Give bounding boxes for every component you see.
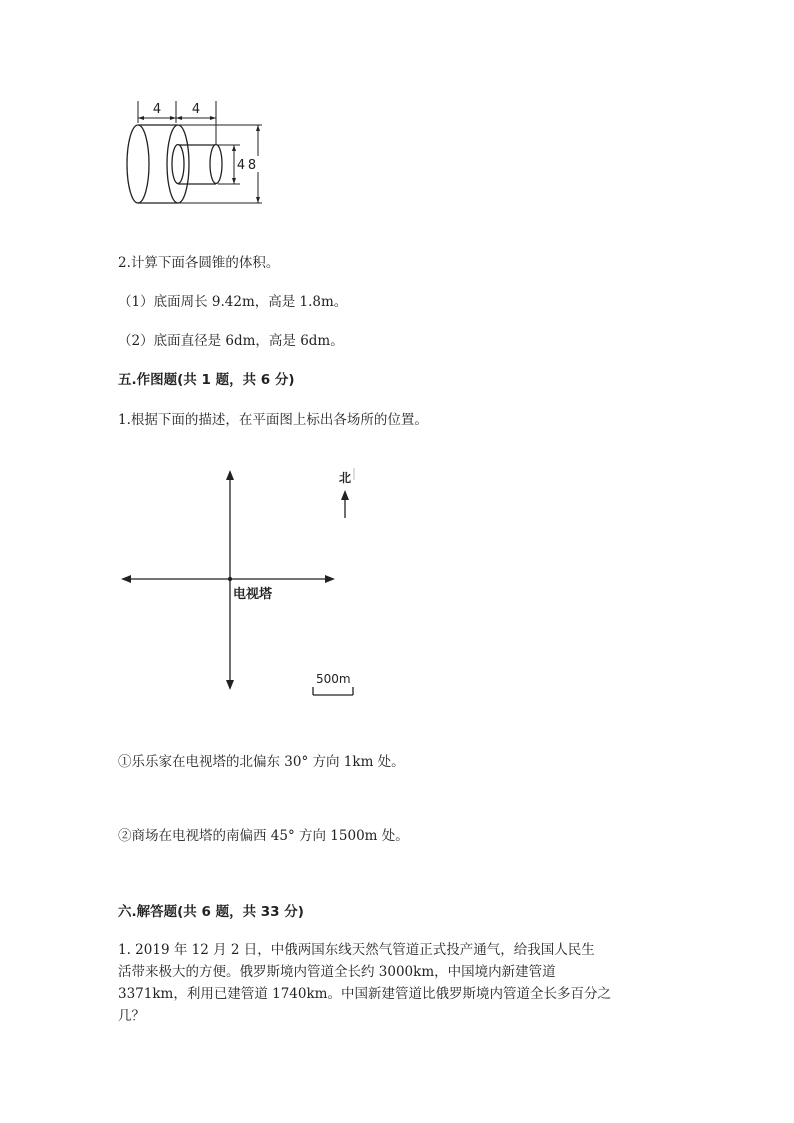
section6-q1	[118, 939, 678, 1027]
section5-heading: 五.作图题(共 1 题，共 6 分)	[118, 372, 295, 388]
section6-q1-line-4: 几？	[118, 1008, 145, 1024]
dim-outer-height: 8	[247, 158, 257, 173]
north-label: 北	[339, 471, 352, 485]
scale-label: 500m	[316, 672, 351, 686]
section6-heading: 六.解答题(共 6 题，共 33 分)	[118, 904, 304, 920]
cylinder-figure	[110, 95, 280, 210]
dim-inner-height: 4	[236, 158, 246, 173]
section6-q1-line-2: 活带来极大的方便。俄罗斯境内管道全长约 3000km，中国境内新建管道	[118, 964, 556, 980]
map-desc-2: ②商场在电视塔的南偏西 45° 方向 1500m 处。	[118, 828, 409, 844]
map-figure	[115, 460, 365, 700]
section6-q1-line-3: 3371km，利用已建管道 1740km。中国新建管道比俄罗斯境内管道全长多百分之	[118, 986, 611, 1002]
section5-q1: 1.根据下面的描述，在平面图上标出各场所的位置。	[118, 412, 428, 428]
section6-q1-line-1: 1. 2019 年 12 月 2 日，中俄两国东线天然气管道正式投产通气，给我国人民生	[118, 942, 595, 958]
center-label: 电视塔	[233, 587, 273, 602]
q2-title: 2.计算下面各圆锥的体积。	[118, 255, 280, 271]
dim-right-width: 4	[191, 102, 201, 117]
dim-left-width: 4	[152, 102, 162, 117]
q2-item-2: （2）底面直径是 6dm，高是 6dm。	[118, 333, 344, 349]
q2-item-1: （1）底面周长 9.42m，高是 1.8m。	[118, 294, 348, 310]
map-desc-1: ①乐乐家在电视塔的北偏东 30° 方向 1km 处。	[118, 754, 405, 770]
